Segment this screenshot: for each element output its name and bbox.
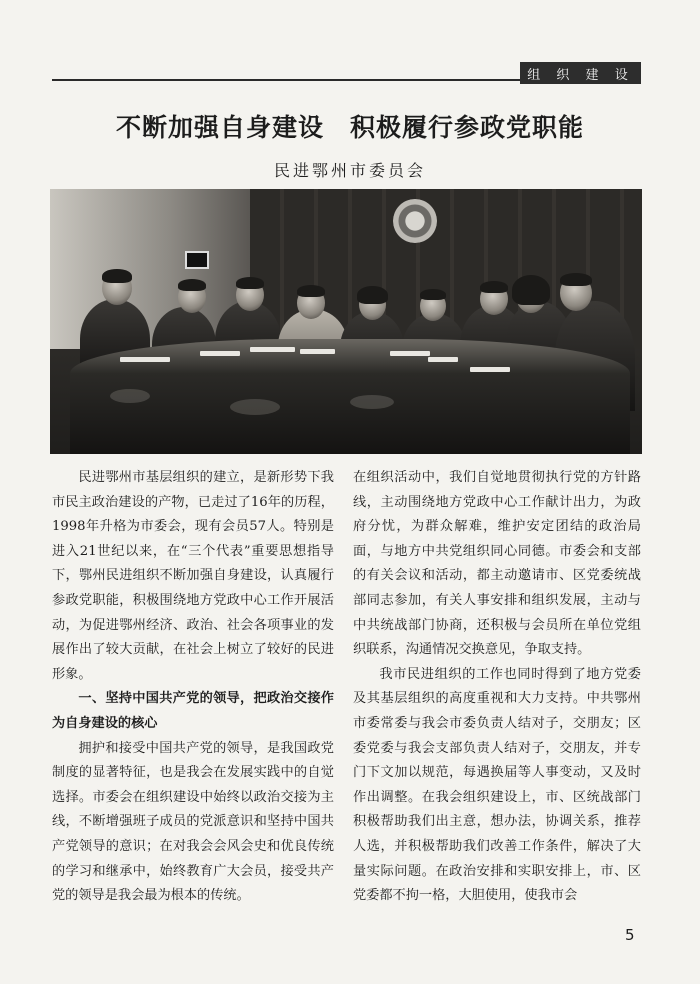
meeting-photo [50,189,642,454]
photo-person-hair [512,275,550,305]
photo-paper [120,357,170,362]
paragraph: 我市民进组织的工作也同时得到了地方党委及其基层组织的高度重视和大力支持。中共鄂州市委常委与我会市委负责人结对子，交朋友；区委党委与我会支部负责人结对子，交朋友，并专门下文加以规范，每遇换届等人事变动，又及时作出调整。在我会组织建设上，市、区统战部门积极帮助我们出主意，想办法，协调关系，推荐人选，并积极帮助我们改善工作条件，解决了大量实际问题。在政治安排和实职安排上，市、区党委都不拘一格，大胆使用，使我市会 [353,666,641,904]
photo-table-reflection [110,389,150,403]
photo-person-hair [560,273,592,286]
photo-person-hair [102,269,132,283]
left-column [52,466,334,909]
right-column [353,466,641,909]
photo-paper [390,351,430,356]
photo-person-hair [178,279,206,291]
photo-paper [470,367,510,372]
photo-wall-frame [185,251,209,269]
photo-person-hair [357,286,388,304]
paragraph: 拥护和接受中国共产党的领导，是我国政党制度的显著特征，也是我会在发展实践中的自觉选择。市委会在组织建设中始终以政治交接为主线，不断增强班子成员的党派意识和坚持中国共产党领导的意识；在对我会会风会史和优良传统的学习和继承中，始终教育广大会员，接受共产党的领导是我会最为根本的传统。 [52,740,334,904]
paragraph: 民进鄂州市基层组织的建立，是新形势下我市民主政治建设的产物，已走过了16年的历程，1998年升格为市委会，现有会员57人。特别是进入21世纪以来，在“三个代表”重要思想指导下，鄂州民进组织不断加强自身建设，认真履行参政党职能，积极围绕地方党政中心工作开展活动，为促进鄂州经济、政治、社会各项事业的发展作出了较大贡献，在社会上树立了较好的民进形象。 [52,470,334,682]
national-emblem [393,199,437,243]
photo-table-reflection [350,395,394,409]
section-tag: 组 织 建 设 [520,62,641,84]
photo-paper [200,351,240,356]
photo-paper [250,347,295,352]
paragraph: 在组织活动中，我们自觉地贯彻执行党的方针路线，主动围绕地方党政中心工作献计出力，为政府分忧，为群众解难，维护安定团结的政治局面，与地方中共党组织同心同德。市委会和支部的有关会议和活动，都主动邀请市、区党委统战部同志参加，有关人事安排和组织发展，主动与中共统战部门协商，还积极与会员所在单位党组织联系，沟通情况交换意见，争取支持。 [353,470,641,658]
photo-person-hair [236,277,264,289]
photo-person-hair [297,285,325,297]
photo-person-hair [420,289,446,300]
photo-table-reflection [230,399,280,415]
page-number: 5 [625,926,635,944]
section-heading: 一、坚持中国共产党的领导，把政治交接作为自身建设的核心 [52,691,334,731]
photo-paper [300,349,335,354]
header-rule [52,79,520,81]
photo-paper [428,357,458,362]
photo-person-hair [480,281,508,293]
article-author: 民进鄂州市委员会 [273,161,426,180]
article-title: 不断加强自身建设 积极履行参政党职能 [115,113,584,142]
